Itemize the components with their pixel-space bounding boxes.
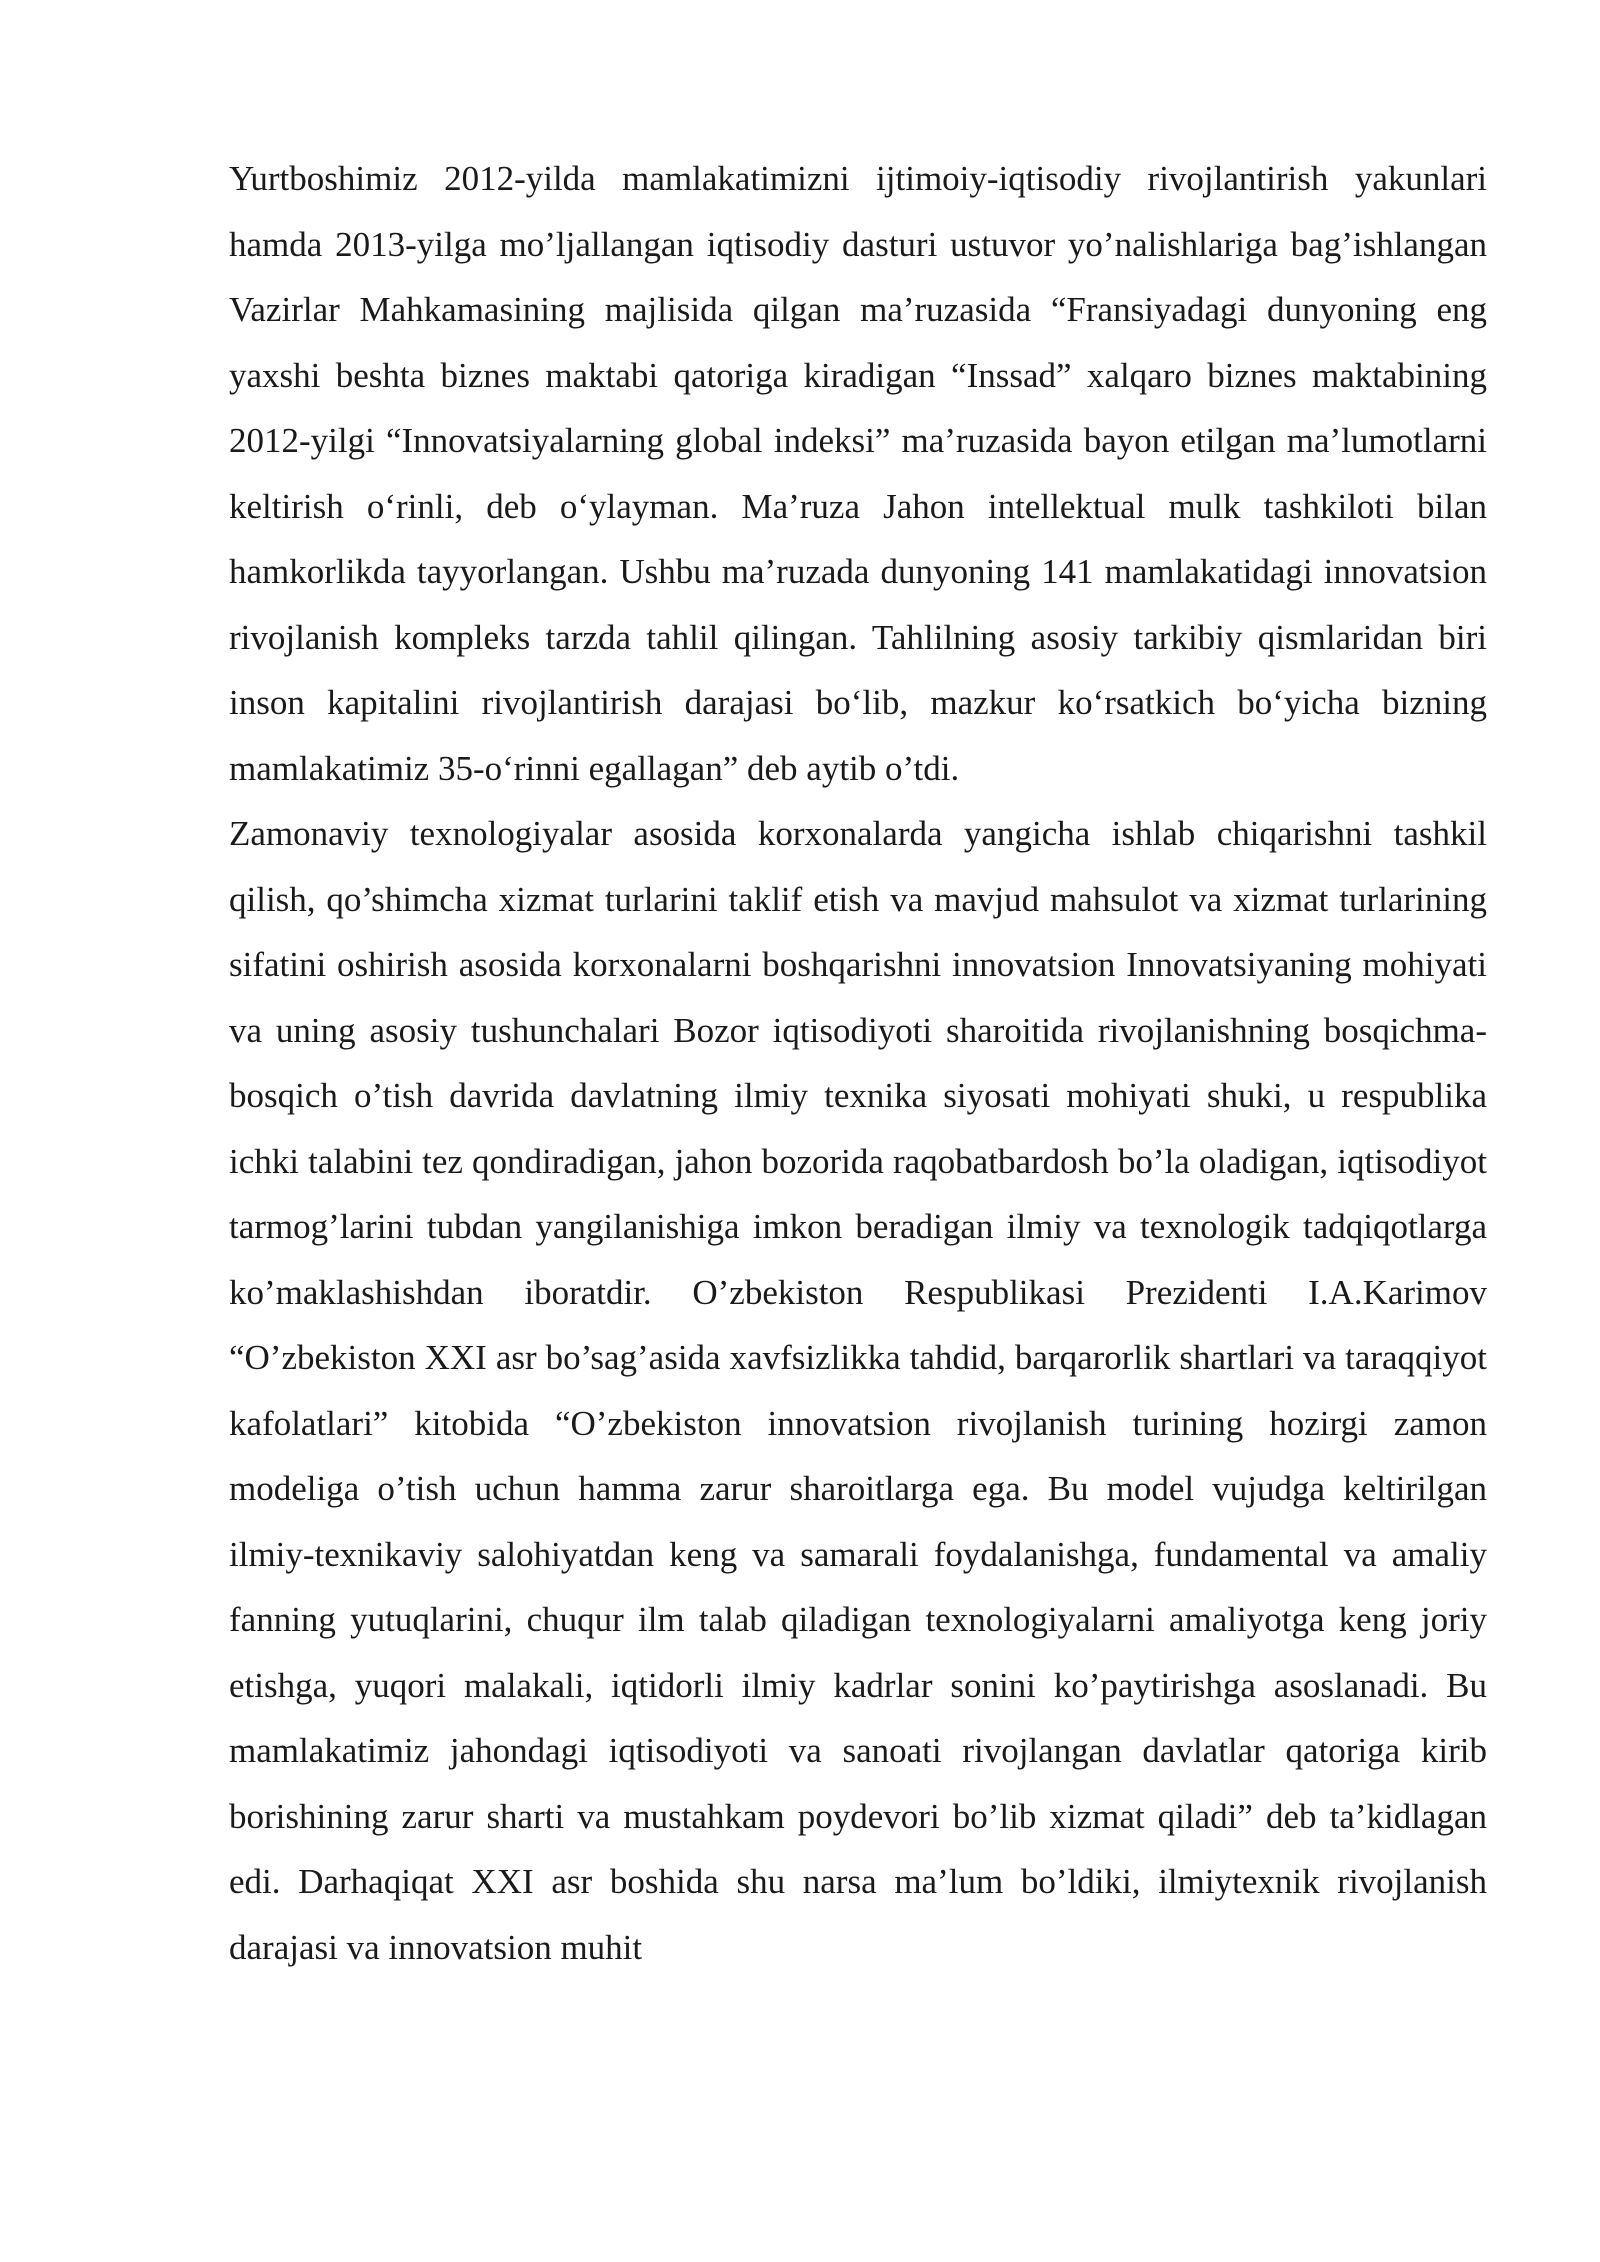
document-body — [229, 146, 1487, 1980]
paragraph-2: Zamonaviy texnologiyalar asosida korxonalarda yangicha ishlab chiqarishni tashkil qilish, qo’shimcha xizmat turlarini taklif etish va mavjud mahsulot va xizmat turlarining sifatini oshirish asosida korxonalarni boshqarishni innovatsion Innovatsiyaning mohiyati va uning asosiy tushunchalari Bozor iqtisodiyoti sharoitida rivojlanishning bosqichma-bosqich o’tish davrida davlatning ilmiy texnika siyosati mohiyati shuki, u respublika ichki talabini tez qondiradigan, jahon bozorida raqobatbardosh bo’la oladigan, iqtisodiyot tarmog’larini tubdan yangilanishiga imkon beradigan ilmiy va texnologik tadqiqotlarga ko’maklashishdan iboratdir. O’zbekiston Respublikasi Prezidenti I.A.Karimov “O’zbekiston XXI asr bo’sag’asida xavfsizlikka tahdid, barqarorlik shartlari va taraqqiyot kafolatlari” kitobida “O’zbekiston innovatsion rivojlanish turining hozirgi zamon modeliga o’tish uchun hamma zarur sharoitlarga ega. Bu model vujudga keltirilgan ilmiy-texnikaviy salohiyatdan keng va samarali foydalanishga, fundamental va amaliy fanning yutuqlarini, chuqur ilm talab qiladigan texnologiyalarni amaliyotga keng joriy etishga, yuqori malakali, iqtidorli ilmiy kadrlar sonini ko’paytirishga asoslanadi. Bu mamlakatimiz jahondagi iqtisodiyoti va sanoati rivojlangan davlatlar qatoriga kirib borishining zarur sharti va mustahkam poydevori bo’lib xizmat qiladi” deb ta’kidlagan edi. Darhaqiqat XXI asr boshida shu narsa ma’lum bo’ldiki, ilmiytexnik rivojlanish darajasi va innovatsion muhit — [229, 814, 1487, 1967]
paragraph-1: Yurtboshimiz 2012-yilda mamlakatimizni ijtimoiy-iqtisodiy rivojlantirish yakunlari hamda 2013-yilga mo’ljallangan iqtisodiy dasturi ustuvor yo’nalishlariga bag’ishlangan Vazirlar Mahkamasining majlisida qilgan ma’ruzasida “Fransiyadagi dunyoning eng yaxshi beshta biznes maktabi qatoriga kiradigan “Inssad” xalqaro biznes maktabining 2012-yilgi “Innovatsiyalarning global indeksi” ma’ruzasida bayon etilgan ma’lumotlarni keltirish o‘rinli, deb o‘ylayman. Ma’ruza Jahon intellektual mulk tashkiloti bilan hamkorlikda tayyorlangan. Ushbu ma’ruzada dunyoning 141 mamlakatidagi innovatsion rivojlanish kompleks tarzda tahlil qilingan. Tahlilning asosiy tarkibiy qismlaridan biri inson kapitalini rivojlantirish darajasi bo‘lib, mazkur ko‘rsatkich bo‘yicha bizning mamlakatimiz 35-o‘rinni egallagan” deb aytib o’tdi. — [229, 159, 1487, 788]
